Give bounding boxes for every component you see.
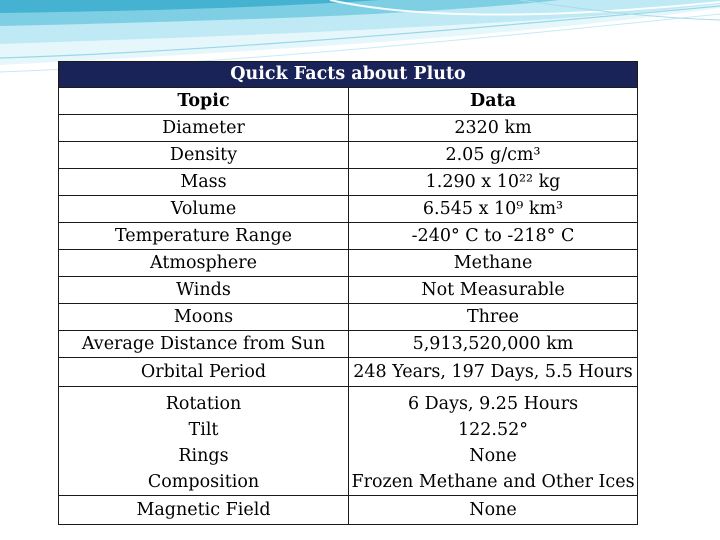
data-cell: 6.545 x 10⁹ km³	[349, 196, 638, 223]
table-row	[59, 358, 638, 387]
data-cell: 2.05 g/cm³	[349, 142, 638, 169]
table-row	[59, 304, 638, 331]
data-cell: 2320 km	[349, 115, 638, 142]
topic-cell: Winds	[59, 277, 349, 304]
topic-cell: Moons	[59, 304, 349, 331]
table-title-row	[59, 62, 638, 88]
topic-cell: Magnetic Field	[59, 496, 349, 525]
data-line: None	[469, 446, 517, 466]
data-cell: -240° C to -218° C	[349, 223, 638, 250]
topic-line: Tilt	[188, 420, 219, 440]
topic-line: Rotation	[165, 394, 242, 414]
topic-line: Rings	[178, 446, 229, 466]
data-cell: Methane	[349, 250, 638, 277]
table-row	[59, 169, 638, 196]
table-row	[59, 196, 638, 223]
table-row	[59, 250, 638, 277]
table-header-row	[59, 88, 638, 115]
header-topic: Topic	[59, 88, 349, 115]
table-row-group	[59, 387, 638, 496]
data-line: Frozen Methane and Other Ices	[351, 472, 635, 492]
topic-cell: Average Distance from Sun	[59, 331, 349, 358]
data-cell: None	[349, 496, 638, 525]
table-row	[59, 496, 638, 525]
topic-cell: Mass	[59, 169, 349, 196]
table-row	[59, 277, 638, 304]
topic-cell: Atmosphere	[59, 250, 349, 277]
data-cell: 248 Years, 197 Days, 5.5 Hours	[349, 358, 638, 387]
topic-line: Composition	[147, 472, 260, 492]
pluto-facts-table	[58, 61, 638, 525]
data-cell: 1.290 x 10²² kg	[349, 169, 638, 196]
data-cell-group	[349, 387, 638, 496]
data-cell: Three	[349, 304, 638, 331]
table-title: Quick Facts about Pluto	[59, 62, 638, 88]
data-line: 122.52°	[458, 420, 528, 440]
topic-cell: Density	[59, 142, 349, 169]
topic-cell-group	[59, 387, 349, 496]
table-row	[59, 115, 638, 142]
topic-cell: Temperature Range	[59, 223, 349, 250]
data-cell: Not Measurable	[349, 277, 638, 304]
topic-cell: Orbital Period	[59, 358, 349, 387]
table-row	[59, 142, 638, 169]
data-line: 6 Days, 9.25 Hours	[407, 394, 579, 414]
data-cell: 5,913,520,000 km	[349, 331, 638, 358]
topic-cell: Volume	[59, 196, 349, 223]
topic-cell: Diameter	[59, 115, 349, 142]
header-data: Data	[349, 88, 638, 115]
table-row	[59, 331, 638, 358]
table-row	[59, 223, 638, 250]
